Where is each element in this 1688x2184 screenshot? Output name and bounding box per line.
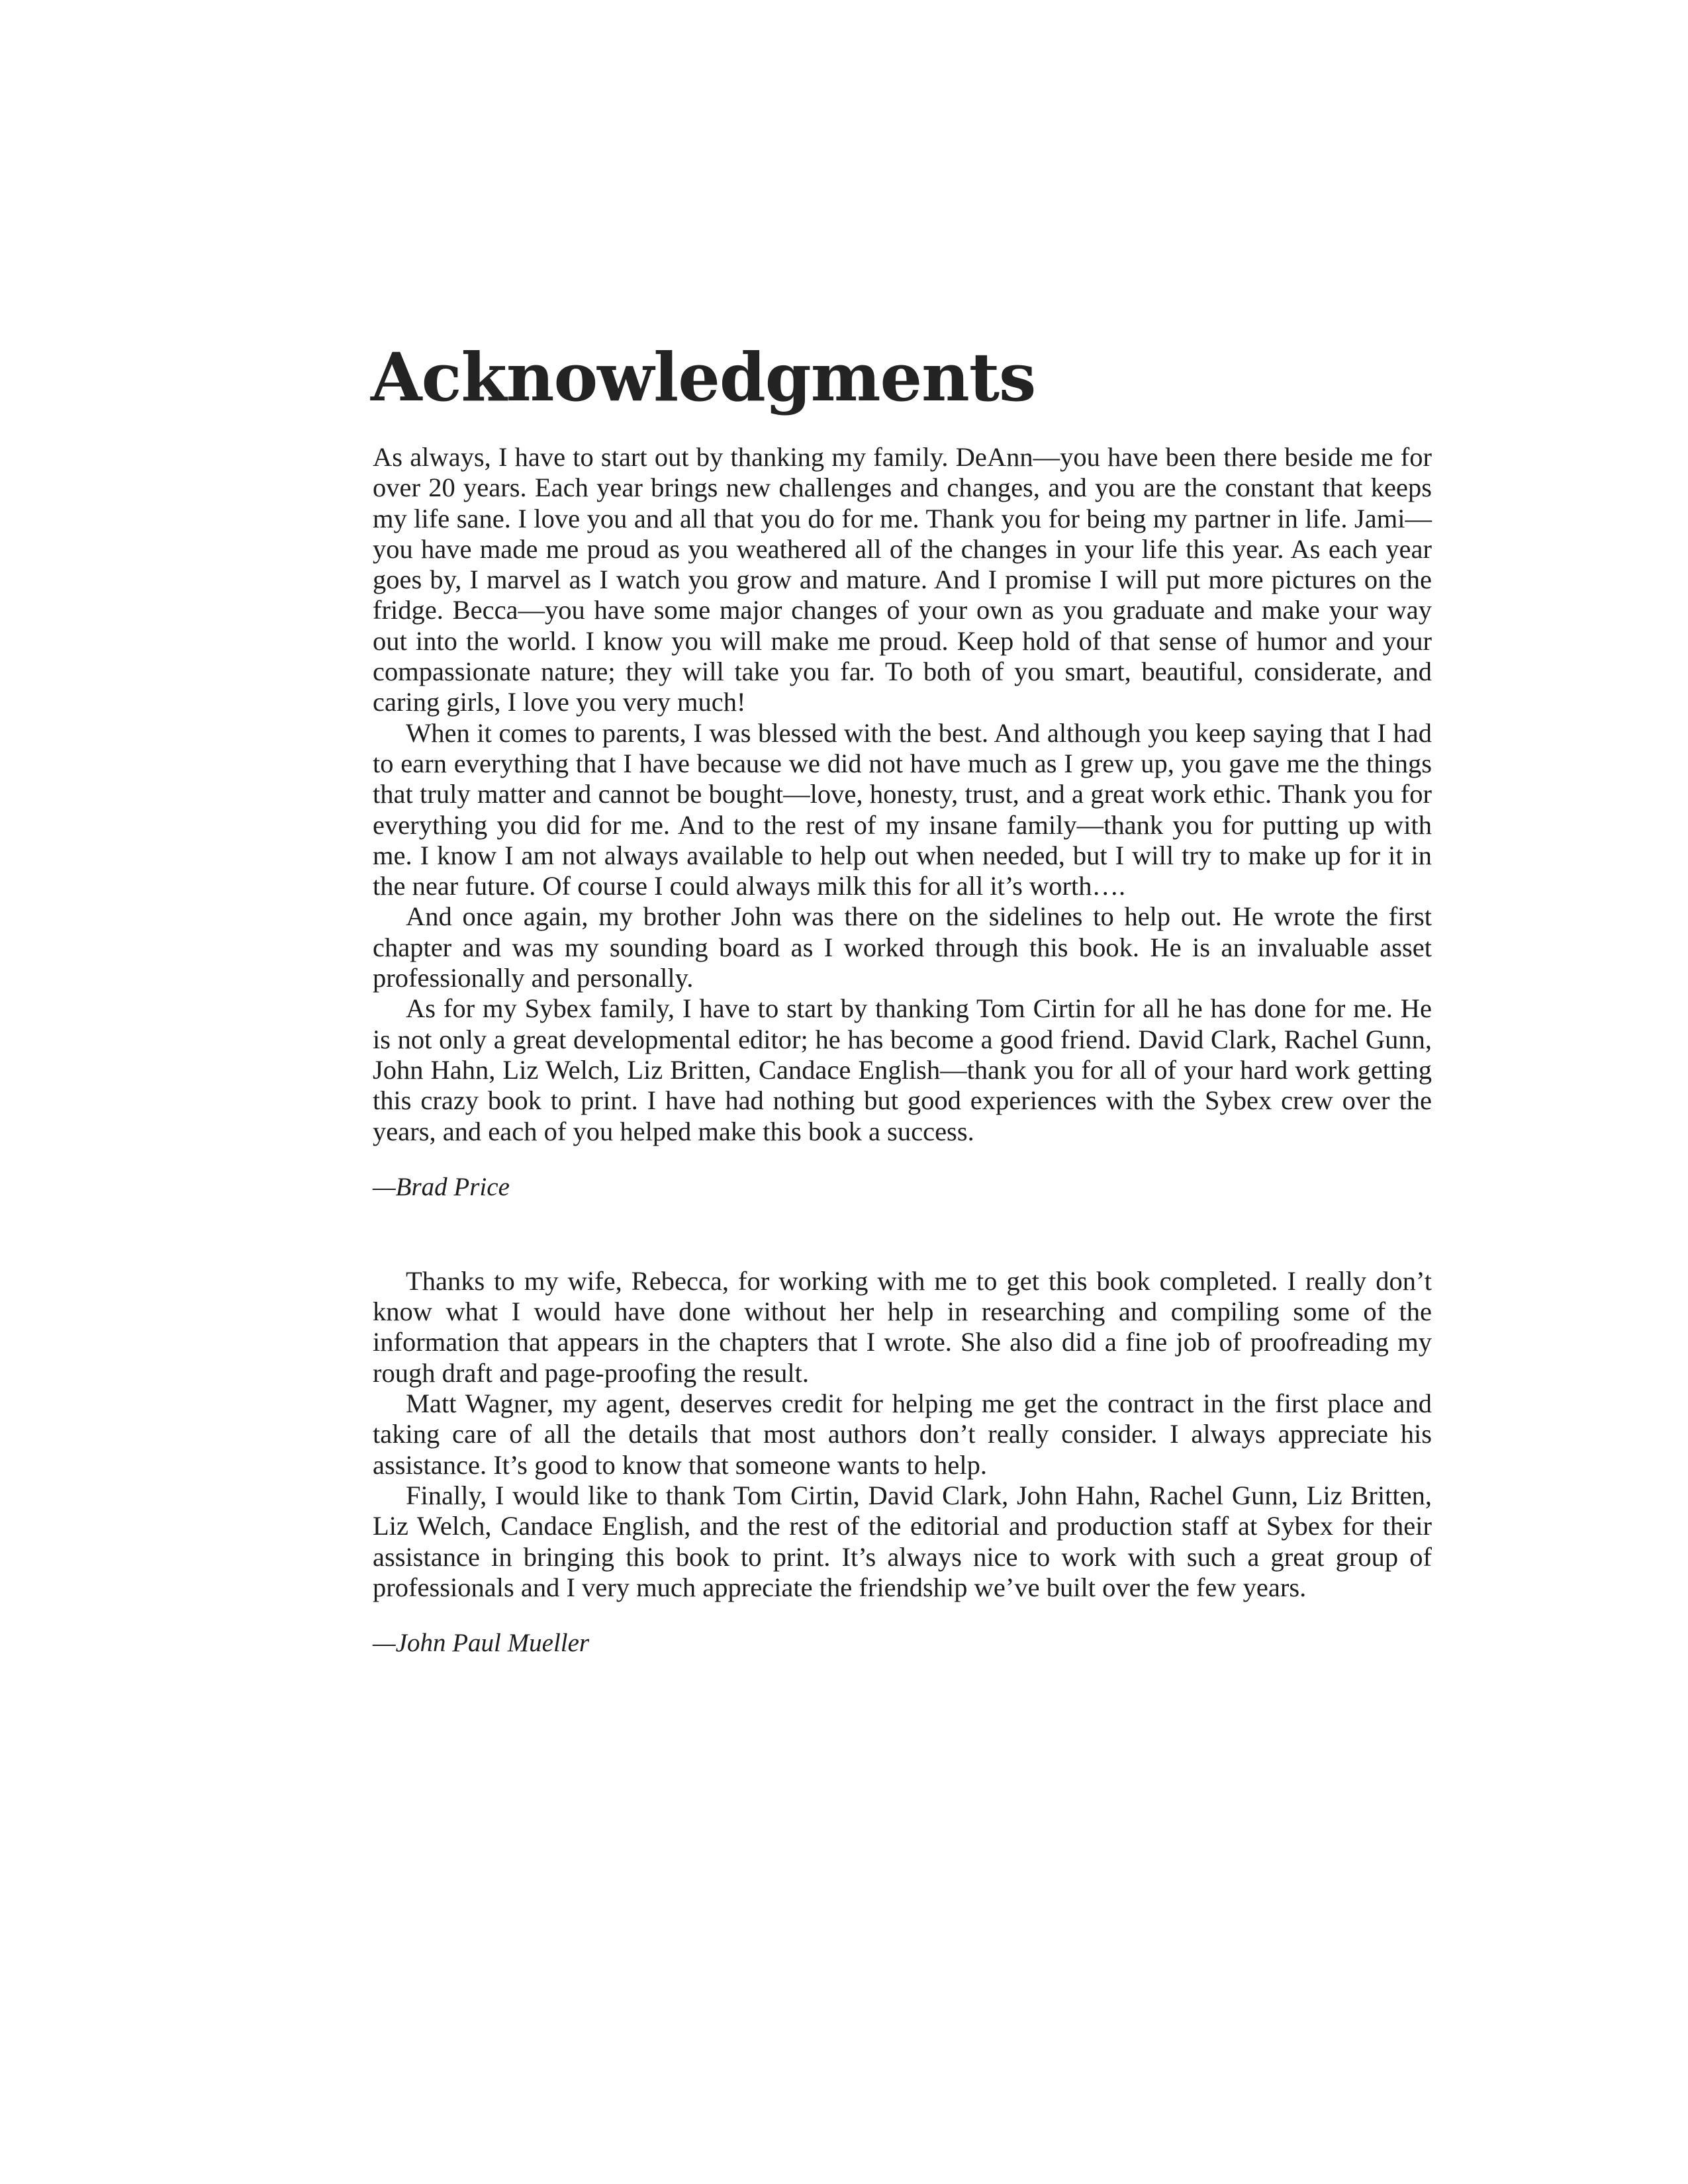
paragraph: Finally, I would like to thank Tom Cirtin, David Clark, John Hahn, Rachel Gunn, Liz Britten, Liz Welch, Candace English, and the rest of the editorial and production staff at Sybex for their assistance in bringing this book to print. It’s always nice to work with such a great group of professionals and I very much appreciate the friendship we’ve built over the few years. — [373, 1480, 1432, 1602]
paragraph: And once again, my brother John was there on the sidelines to help out. He wrote the first chapter and was my sounding board as I worked through this book. He is an invaluable asset professionally and personally. — [373, 901, 1432, 993]
acknowledgments-john-paul-mueller — [373, 1266, 1432, 1659]
page-title: Acknowledgments — [371, 338, 1036, 416]
author-signature: —John Paul Mueller — [373, 1629, 590, 1658]
paragraph: As always, I have to start out by thanking my family. DeAnn—you have been there beside me for over 20 years. Each year brings new challenges and changes, and you are the constant that keeps my life sane. I love you and all that you do for me. Thank you for being my partner in life. Jami—you have made me proud as you weathered all of the changes in your life this year. As each year goes by, I marvel as I watch you grow and mature. And I promise I will put more pictures on the fridge. Becca—you have some major changes of your own as you graduate and make your way out into the world. I know you will make me proud. Keep hold of that sense of humor and your compassionate nature; they will take you far. To both of you smart, beautiful, considerate, and caring girls, I love you very much! — [373, 442, 1432, 717]
paragraph: As for my Sybex family, I have to start by thanking Tom Cirtin for all he has done for me. He is not only a great developmental editor; he has become a good friend. David Clark, Rachel Gunn, John Hahn, Liz Welch, Liz Britten, Candace English—thank you for all of your hard work getting this crazy book to print. I have had nothing but good experiences with the Sybex crew over the years, and each of you helped make this book a success. — [373, 993, 1432, 1146]
paragraph: Matt Wagner, my agent, deserves credit for helping me get the contract in the first place and taking care of all the details that most authors don’t really consider. I always appreciate his assistance. It’s good to know that someone wants to help. — [373, 1388, 1432, 1480]
paragraph: When it comes to parents, I was blessed with the best. And although you keep saying that I had to earn everything that I have because we did not have much as I grew up, you gave me the things that truly matter and cannot be bought—love, honesty, trust, and a great work ethic. Thank you for everything you did for me. And to the rest of my insane family—thank you for putting up with me. I know I am not always available to help out when needed, but I will try to make up for it in the near future. Of course I could always milk this for all it’s worth…. — [373, 717, 1432, 901]
author-signature: —Brad Price — [373, 1172, 510, 1201]
acknowledgments-brad-price — [373, 442, 1432, 1203]
acknowledgments-page — [373, 338, 1432, 1659]
paragraph: Thanks to my wife, Rebecca, for working with me to get this book completed. I really don’t know what I would have done without her help in researching and compiling some of the information that appears in the chapters that I wrote. She also did a fine job of proofreading my rough draft and page-proofing the result. — [373, 1265, 1432, 1388]
